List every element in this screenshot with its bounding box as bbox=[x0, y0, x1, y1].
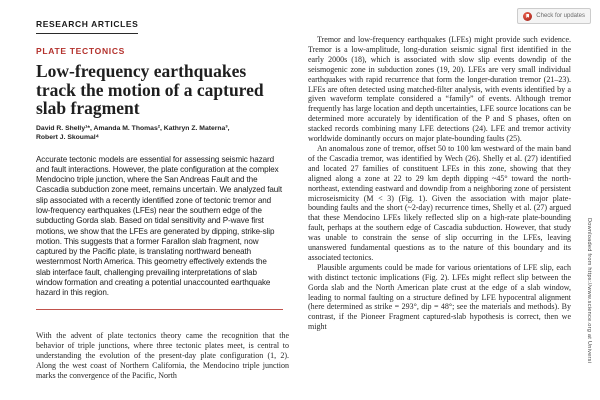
section-kicker: RESEARCH ARTICLES bbox=[36, 19, 138, 34]
abstract-divider bbox=[36, 309, 283, 310]
abstract-text: Accurate tectonic models are essential for assessing seismic hazard and fault interactions. However, the plate configuration at the complex Mendocino triple junction, where the San Andreas Fault and the Cascadia subduction zone meet, remains uncertain. We analyzed fault slip associated with a recently identified zone of tectonic tremor and low-frequency earthquakes (LFEs) near the southern edge of the subducting Gorda slab. Based on tidal sensitivity and P-wave first motions, we show that the LFEs are generated by dipping, strike-slip motion. This suggests that a former Farallon slab fragment, now captured by the Pacific plate, is translating northward beneath westernmost North America. This geometry effectively extends the slab interface fault, challenging prevailing interpretations of slab window formation and creating a potential unaccounted earthquake hazard in this region. bbox=[36, 154, 282, 298]
author-list bbox=[36, 124, 288, 142]
topic-label: PLATE TECTONICS bbox=[36, 46, 126, 56]
body-paragraph: Plausible arguments could be made for various orientations of LFE slip, each with distinct tectonic implications (Fig. 2). LFEs might reflect slip between the Gorda slab and the North American plate crust at the edge of a slab window, leading to normal faulting on a structure defined by LFE hypocentral alignment (here determined as strike = 293°, dip = 48°; see the materials and methods). By contrast, if the Pioneer Fragment captured-slab hypothesis is correct, then we might bbox=[308, 262, 571, 332]
check-for-updates-button[interactable] bbox=[517, 8, 591, 24]
crossmark-icon bbox=[523, 12, 532, 21]
author-line: David R. Shelly¹*, Amanda M. Thomas², Kathryn Z. Materna³, bbox=[36, 124, 230, 132]
author-line: Robert J. Skoumal⁴ bbox=[36, 133, 100, 141]
right-column bbox=[308, 35, 571, 400]
body-paragraph: An anomalous zone of tremor, offset 50 to 100 km westward of the main band of the Cascadia tremor, was identified by Wech (26). Shelly et al. (27) identified and located 27 families of constituent LFEs in this zone, showing that they aligned along a zone at 22 to 29 km depth dipping ~45° toward the north-northeast, extending eastward and downdip from a neighboring zone of persistent microseismicity (M < 3) (Fig. 1). Given the association with major plate-bounding faults and the short (~2-day) recurrence times, Shelly et al. (27) argued that these Mendocino LFEs likely reflected slip on a high-rate plate-bounding fault, perhaps at the southern edge of Cascadia subduction. However, that study was unable to constrain the sense of slip occurring in the LFEs, leaving unanswered fundamental questions as to the nature of this boundary and its associated tectonics. bbox=[308, 143, 571, 262]
body-paragraph: Tremor and low-frequency earthquakes (LFEs) might provide such evidence. Tremor is a low-amplitude, long-duration seismic signal first identified in the early 2000s (18), which is associated with slow slip events downdip of the seismogenic zone in subduction zones (19, 20). LFEs are very small individual earthquakes with rapid recurrence that form the longer-duration tremor (21–23). LFEs are often detected using matched-filter analysis, with events identified by a given waveform template considered a “family” of events. Although tremor frequently has large location and depth uncertainties, LFE source locations can be determined more accurately by identification of the P and S phases, often on stacked records combining many LFE detections (24). LFE and tremor activity worldwide dominantly occurs on major plate-bounding faults (25). bbox=[308, 35, 571, 144]
download-watermark: Downloaded from https://www.science.org at Universi bbox=[586, 218, 592, 364]
body-paragraph: With the advent of plate tectonics theory came the recognition that the behavior of triple junctions, where three tectonic plates meet, is central to understanding the evolution of the present-day plate configuration (1, 2). Along the west coast of Northern California, the Mendocino triple junction marks the convergence of the Pacific, North bbox=[36, 330, 289, 381]
article-title: Low-frequency earthquakes track the motion of a captured slab fragment bbox=[36, 61, 264, 118]
left-column bbox=[36, 14, 288, 382]
check-for-updates-label: Check for updates bbox=[536, 13, 585, 19]
